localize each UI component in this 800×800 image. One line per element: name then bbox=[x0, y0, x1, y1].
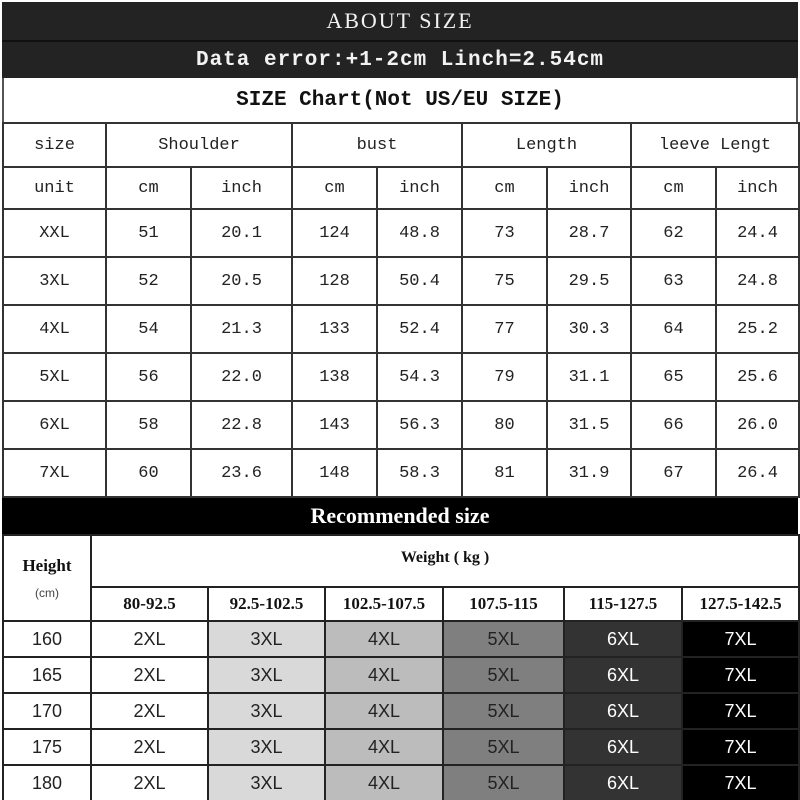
size-chart-title: SIZE Chart(Not US/EU SIZE) bbox=[2, 78, 798, 122]
recommended-size-cell: 2XL bbox=[91, 765, 208, 800]
table-row bbox=[3, 449, 799, 497]
group-header-row bbox=[3, 123, 799, 167]
measurement-cell: 24.4 bbox=[716, 209, 799, 257]
height-cell: 175 bbox=[3, 729, 91, 765]
measurement-cell: 124 bbox=[292, 209, 377, 257]
weight-header-cell: Weight ( kg ) bbox=[91, 535, 799, 587]
measurement-cell: 20.5 bbox=[191, 257, 292, 305]
group-header-cell: bust bbox=[292, 123, 462, 167]
measurement-cell: 60 bbox=[106, 449, 191, 497]
measurement-cell: 73 bbox=[462, 209, 547, 257]
weight-header-row bbox=[3, 535, 799, 587]
recommended-size-cell: 5XL bbox=[443, 729, 564, 765]
measurement-cell: 58 bbox=[106, 401, 191, 449]
measurement-cell: 56 bbox=[106, 353, 191, 401]
table-row bbox=[3, 765, 799, 800]
measurement-cell: 31.1 bbox=[547, 353, 631, 401]
measurement-cell: 56.3 bbox=[377, 401, 462, 449]
height-cell: 165 bbox=[3, 657, 91, 693]
about-size-title: ABOUT SIZE bbox=[2, 2, 798, 42]
group-header-cell: Shoulder bbox=[106, 123, 292, 167]
recommended-size-cell: 7XL bbox=[682, 621, 799, 657]
table-row bbox=[3, 305, 799, 353]
recommended-size-cell: 6XL bbox=[564, 621, 682, 657]
size-label-cell: 7XL bbox=[3, 449, 106, 497]
recommended-size-cell: 4XL bbox=[325, 621, 443, 657]
unit-cell: unit bbox=[3, 167, 106, 209]
weight-range-row bbox=[3, 587, 799, 621]
size-label-cell: XXL bbox=[3, 209, 106, 257]
table-row bbox=[3, 657, 799, 693]
recommended-size-cell: 7XL bbox=[682, 765, 799, 800]
recommended-size-cell: 2XL bbox=[91, 621, 208, 657]
measurement-cell: 52.4 bbox=[377, 305, 462, 353]
measurement-cell: 22.8 bbox=[191, 401, 292, 449]
height-cell: 160 bbox=[3, 621, 91, 657]
measurement-cell: 65 bbox=[631, 353, 716, 401]
unit-cell: cm bbox=[462, 167, 547, 209]
recommended-size-cell: 4XL bbox=[325, 729, 443, 765]
measurement-cell: 52 bbox=[106, 257, 191, 305]
measurement-cell: 54.3 bbox=[377, 353, 462, 401]
recommended-size-cell: 6XL bbox=[564, 765, 682, 800]
recommended-size-title: Recommended size bbox=[2, 498, 798, 534]
recommended-size-cell: 2XL bbox=[91, 657, 208, 693]
measurement-cell: 58.3 bbox=[377, 449, 462, 497]
measurement-cell: 133 bbox=[292, 305, 377, 353]
measurement-cell: 143 bbox=[292, 401, 377, 449]
measurement-cell: 28.7 bbox=[547, 209, 631, 257]
table-row bbox=[3, 621, 799, 657]
measurement-cell: 80 bbox=[462, 401, 547, 449]
recommended-size-cell: 3XL bbox=[208, 693, 325, 729]
measurement-cell: 51 bbox=[106, 209, 191, 257]
table-row bbox=[3, 257, 799, 305]
height-cell: 170 bbox=[3, 693, 91, 729]
recommended-size-cell: 3XL bbox=[208, 765, 325, 800]
measurement-cell: 54 bbox=[106, 305, 191, 353]
table-row bbox=[3, 209, 799, 257]
recommended-size-cell: 3XL bbox=[208, 729, 325, 765]
measurement-cell: 138 bbox=[292, 353, 377, 401]
measurement-cell: 25.6 bbox=[716, 353, 799, 401]
unit-cell: cm bbox=[106, 167, 191, 209]
weight-range-cell: 115-127.5 bbox=[564, 587, 682, 621]
recommended-size-cell: 3XL bbox=[208, 657, 325, 693]
height-header-cell bbox=[3, 535, 91, 621]
size-chart-table bbox=[2, 122, 800, 498]
measurement-cell: 20.1 bbox=[191, 209, 292, 257]
weight-range-cell: 127.5-142.5 bbox=[682, 587, 799, 621]
measurement-cell: 21.3 bbox=[191, 305, 292, 353]
measurement-cell: 25.2 bbox=[716, 305, 799, 353]
size-label-cell: 3XL bbox=[3, 257, 106, 305]
measurement-cell: 24.8 bbox=[716, 257, 799, 305]
table-row bbox=[3, 729, 799, 765]
recommended-size-table bbox=[2, 534, 800, 800]
data-error-note: Data error:+1-2cm Linch=2.54cm bbox=[2, 42, 798, 78]
table-row bbox=[3, 693, 799, 729]
unit-cell: inch bbox=[547, 167, 631, 209]
measurement-cell: 22.0 bbox=[191, 353, 292, 401]
measurement-cell: 26.0 bbox=[716, 401, 799, 449]
recommended-size-cell: 6XL bbox=[564, 657, 682, 693]
group-header-cell: size bbox=[3, 123, 106, 167]
measurement-cell: 31.5 bbox=[547, 401, 631, 449]
measurement-cell: 128 bbox=[292, 257, 377, 305]
measurement-cell: 29.5 bbox=[547, 257, 631, 305]
recommended-size-cell: 5XL bbox=[443, 693, 564, 729]
unit-cell: inch bbox=[716, 167, 799, 209]
unit-row bbox=[3, 167, 799, 209]
weight-range-cell: 92.5-102.5 bbox=[208, 587, 325, 621]
measurement-cell: 30.3 bbox=[547, 305, 631, 353]
recommended-size-cell: 6XL bbox=[564, 693, 682, 729]
size-label-cell: 5XL bbox=[3, 353, 106, 401]
recommended-size-cell: 7XL bbox=[682, 657, 799, 693]
height-label: Height bbox=[22, 556, 72, 575]
recommended-size-cell: 7XL bbox=[682, 693, 799, 729]
recommended-size-cell: 6XL bbox=[564, 729, 682, 765]
measurement-cell: 81 bbox=[462, 449, 547, 497]
weight-range-cell: 107.5-115 bbox=[443, 587, 564, 621]
measurement-cell: 63 bbox=[631, 257, 716, 305]
measurement-cell: 77 bbox=[462, 305, 547, 353]
unit-cell: cm bbox=[631, 167, 716, 209]
recommended-size-cell: 4XL bbox=[325, 693, 443, 729]
group-header-cell: leeve Lengt bbox=[631, 123, 799, 167]
measurement-cell: 23.6 bbox=[191, 449, 292, 497]
measurement-cell: 75 bbox=[462, 257, 547, 305]
recommended-size-cell: 5XL bbox=[443, 621, 564, 657]
recommended-size-cell: 5XL bbox=[443, 765, 564, 800]
recommended-size-cell: 4XL bbox=[325, 765, 443, 800]
recommended-size-cell: 4XL bbox=[325, 657, 443, 693]
weight-range-cell: 102.5-107.5 bbox=[325, 587, 443, 621]
recommended-size-cell: 5XL bbox=[443, 657, 564, 693]
height-unit: (cm) bbox=[35, 586, 59, 600]
measurement-cell: 26.4 bbox=[716, 449, 799, 497]
measurement-cell: 62 bbox=[631, 209, 716, 257]
recommended-size-cell: 2XL bbox=[91, 729, 208, 765]
recommended-size-cell: 7XL bbox=[682, 729, 799, 765]
weight-range-cell: 80-92.5 bbox=[91, 587, 208, 621]
unit-cell: inch bbox=[191, 167, 292, 209]
measurement-cell: 31.9 bbox=[547, 449, 631, 497]
measurement-cell: 64 bbox=[631, 305, 716, 353]
size-label-cell: 6XL bbox=[3, 401, 106, 449]
measurement-cell: 67 bbox=[631, 449, 716, 497]
unit-cell: cm bbox=[292, 167, 377, 209]
unit-cell: inch bbox=[377, 167, 462, 209]
measurement-cell: 148 bbox=[292, 449, 377, 497]
group-header-cell: Length bbox=[462, 123, 631, 167]
height-cell: 180 bbox=[3, 765, 91, 800]
measurement-cell: 79 bbox=[462, 353, 547, 401]
size-label-cell: 4XL bbox=[3, 305, 106, 353]
recommended-size-cell: 3XL bbox=[208, 621, 325, 657]
measurement-cell: 48.8 bbox=[377, 209, 462, 257]
measurement-cell: 66 bbox=[631, 401, 716, 449]
table-row bbox=[3, 401, 799, 449]
table-row bbox=[3, 353, 799, 401]
measurement-cell: 50.4 bbox=[377, 257, 462, 305]
recommended-size-cell: 2XL bbox=[91, 693, 208, 729]
